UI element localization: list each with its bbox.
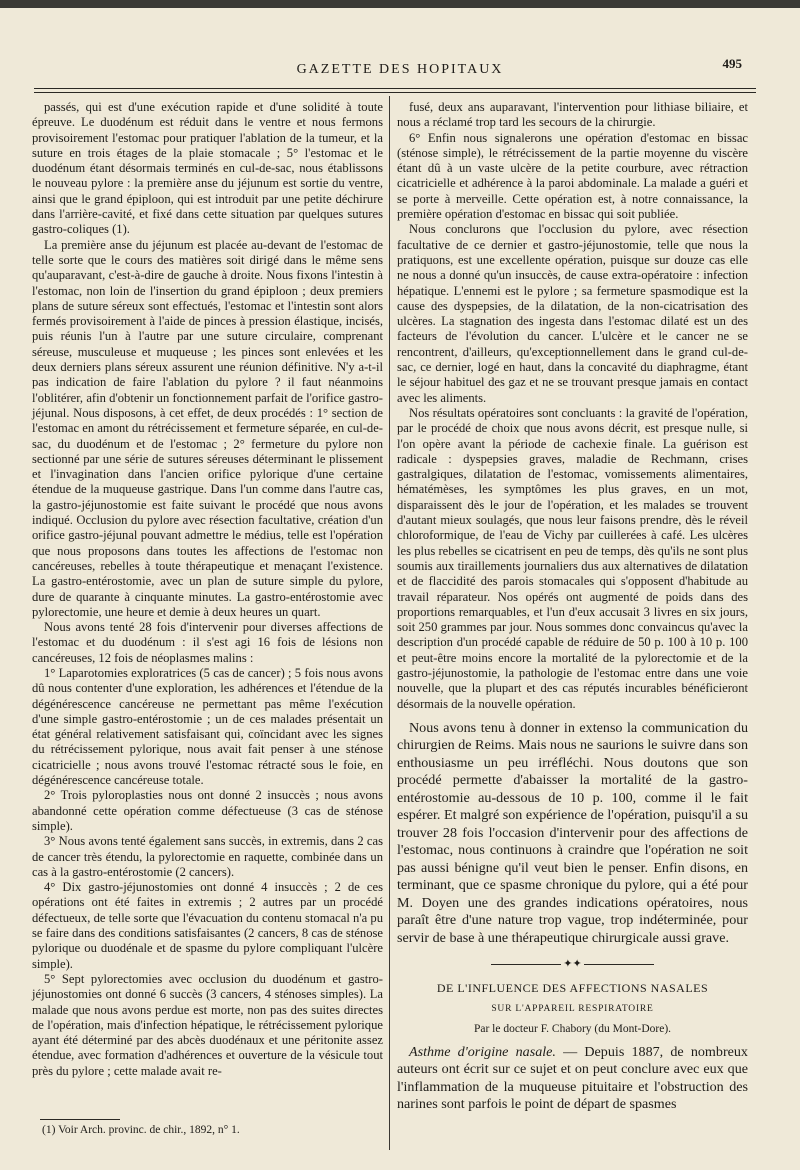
running-header bbox=[30, 56, 770, 82]
left-paragraph: 3° Nous avons tenté également sans succès, in extremis, dans 2 cas de cancer très étendu, la pylorectomie en raquette, combinée dans un cas à la gastro-entérostomie (2 cancers). bbox=[32, 834, 383, 879]
left-paragraph: 2° Trois pyloroplasties nous ont donné 2 insuccès ; nous avons abandonné cette opération comme défectueuse (3 cas de sténose simple). bbox=[32, 788, 383, 833]
right-column bbox=[397, 100, 748, 1114]
article-title: DE L'INFLUENCE DES AFFECTIONS NASALES bbox=[436, 980, 709, 995]
header-rule-thick bbox=[34, 88, 756, 89]
right-paragraph: Nous conclurons que l'occlusion du pylore, avec résection facultative de ce dernier et gastro-jéjunostomie, telle que nous la pratiquons, est une excellente opération, puisque sur douze cas elle ne nous a donné qu'un insuccès, de cause extra-opératoire : infection hépatique. L'ennemi est le pylore ; sa fermeture spasmodique est la cause des dyspepsies, de la dilatation, de la non-cicatrisation des ulcères. La stagnation des ingesta dans l'estomac dilaté est un des facteurs de l'évolution du cancer. L'ulcère et le cancer ne se rencontrent, d'ailleurs, qu'exceptionnellement dans le grand cul-de-sac, ce dernier, logé en haut, dans la concavité du diaphragme, étant le séjour habituel des gaz et ne se trouvant presque jamais en contact avec les aliments. bbox=[397, 222, 748, 405]
right-paragraph: fusé, deux ans auparavant, l'intervention pour lithiase biliaire, et nous a réclamé trop tard les secours de la chirurgie. bbox=[397, 100, 748, 130]
header-rule-thin bbox=[34, 92, 756, 93]
commentary-paragraph: Nous avons tenu à donner in extenso la communication du chirurgien de Reims. Mais nous ne saurions le suivre dans son enthousiasme un peu irréfléchi. Nous doutons que son procédé permette d'abaisser la mortalité de la gastro-entérostomie au-dessous de 10 p. 100, comme il le fait espérer. Et malgré son expérience de l'opération, puisqu'il a su trouver 28 fois l'occasion d'intervenir pour des affections de l'estomac, nous continuons à craindre que l'opération ne soit pas aussi bénigne qu'il veut bien le penser. Enfin disons, en terminant, que ce spasme chronique du pylore, qui a été pour M. Doyen une des grandes indications opératoires, nous paraît être d'une nature trop vague, trop indéterminée, pour servir de base à une thérapeutique chirurgicale aussi grave. bbox=[397, 719, 748, 946]
journal-title: GAZETTE DES HOPITAUX bbox=[296, 62, 504, 77]
left-paragraph: Nous avons tenté 28 fois d'intervenir pour diverses affections de l'estomac et du duodénum : il s'est agi 16 fois de lésions non cancéreuses, 12 fois de néoplasmes malins : bbox=[32, 620, 383, 665]
article-lead bbox=[397, 1044, 748, 1114]
scan-top-edge bbox=[0, 0, 800, 8]
lead-text: — Depuis 1887, de nombreux auteurs ont écrit sur ce sujet et on peut conclure avec eux que l'inflammation de la muqueuse pituitaire et l'obstruction des narines sont parfois le point de départ de spasmes bbox=[397, 1043, 748, 1113]
left-paragraph: La première anse du jéjunum est placée au-devant de l'estomac de telle sorte que le cours des matières soit dirigé dans le même sens qu'auparavant, c'est-à-dire de gauche à droite. Nous fixons l'intestin à l'estomac, non loin de l'insertion du grand épiploon ; deux premiers plans de suture séreux sont effectués, l'estomac et l'intestin sont alors fermés provisoirement à l'aide de pinces à pression élastique, incisés, puis réunis l'un à l'autre par une suture circulaire, comprenant séreuse, musculeuse et muqueuse ; les pinces sont enlevées et les deux derniers plans séreux assurent une réunion définitive. N'y a-t-il pas indication de faire l'ablation du pylore ? il faut néanmoins l'oblitérer, afin d'obtenir un fonctionnement parfait de l'orifice gastro-jéjunal. Nous disposons, à cet effet, de deux procédés : 1° section de l'estomac en amont du rétrécissement et fermeture séparée, en cul-de-sac, du duodénum et de l'estomac ; 2° fermeture du pylore non sectionné par une série de sutures séreuses déterminant le plissement et l'invagination dans l'ancien orifice pylorique d'une certaine étendue de la muqueuse gastrique. Dans l'un comme dans l'autre cas, la gastro-jéjunostomie est faite suivant le procédé que nous avons indiqué. Occlusion du pylore avec résection facultative, création d'un orifice gastro-jéjunal pouvant admettre le médius, telle est l'opération que nous proposons dans toutes les affections de l'estomac non cancéreuses, rebelles à toute thérapeutique et menaçant l'existence. La gastro-entérostomie, avec un plan de suture simple du pylore, dure de quarante à cinquante minutes. La gastro-entérostomie avec pylorectomie, une heure et demie à deux heures un quart. bbox=[32, 237, 383, 619]
footnote: (1) Voir Arch. provinc. de chir., 1892, n° 1. bbox=[42, 1124, 240, 1136]
left-paragraph: passés, qui est d'une exécution rapide et d'une solidité à toute épreuve. Le duodénum est réduit dans le ventre et nous fermons provisoirement l'estomac pour pratiquer l'ablation de la tumeur, et la suture en trois étages de la plaie stomacale ; 5° l'estomac et le duodénum étant désormais terminés en cul-de-sac, nous établissons le nouveau pylore : la première anse du jéjunum est sortie du ventre, ainsi que le grand épiploon, qui est introduit par une petite déchirure dans l'arrière-cavité, et fixé dans cette situation par quelques sutures gastro-coliques (1). bbox=[32, 100, 383, 237]
right-paragraph: 6° Enfin nous signalerons une opération d'estomac en bissac (sténose simple), le rétrécissement de la partie moyenne du viscère étant dû à un vaste ulcère de la petite courbure, avec rétraction cicatricielle et adhérence à la paroi abdominale. La malade a guéri et se porte à merveille. Cette opération est, à notre connaissance, la première opération d'estomac en bissac qui soit publiée. bbox=[397, 130, 748, 222]
footnote-rule bbox=[40, 1119, 120, 1120]
left-column bbox=[32, 100, 383, 1140]
article-author: Par le docteur F. Chabory (du Mont-Dore). bbox=[473, 1023, 672, 1036]
section-ornament: ✦✦ bbox=[397, 957, 748, 972]
article-subtitle: SUR L'APPAREIL RESPIRATOIRE bbox=[491, 1003, 654, 1014]
left-paragraph: 1° Laparotomies exploratrices (5 cas de cancer) ; 5 fois nous avons dû nous contenter d'une exploration, les adhérences et l'étendue de la dégénérescence cancéreuse ne permettant pas même l'exécution d'une simple gastro-entérostomie ; un de ces malades présentait un état général relativement satisfaisant qui, coïncidant avec les signes du rétrécissement pylorique, nous avait fait penser à une sténose cicatricielle ; nous avons trouvé l'estomac rétracté sous le foie, en dégénérescence cancéreuse totale. bbox=[32, 665, 383, 788]
editorial-commentary bbox=[397, 720, 748, 948]
page-number: 495 bbox=[722, 56, 742, 71]
left-paragraph: 5° Sept pylorectomies avec occlusion du duodénum et gastro-jéjunostomies ont donné 6 succès (3 cancers, 4 sténoses simples). La malade que nous avons perdue est morte, non pas des suites directes de l'opération, mais d'infection hépatique, le rétrécissement pylorique ayant été déterminé par des abcès duodénaux et une péritonite assez étendue, avec formation d'adhérences et ouverture de la vésicule tout près du pylore ; cette malade avait re- bbox=[32, 971, 383, 1078]
left-paragraph: 4° Dix gastro-jéjunostomies ont donné 4 insuccès ; 2 de ces opérations ont été faites in extremis ; 2 autres par un procédé défectueux, de telle sorte que l'évacuation du contenu stomacal n'a pu se faire dans des conditions satisfaisantes (2 cancers, 8 cas de sténose pylorique ou duodénale et de spasme du pylore compliquant l'ulcère simple). bbox=[32, 880, 383, 971]
right-paragraph: Nos résultats opératoires sont concluants : la gravité de l'opération, par le procédé de choix que nous avons décrit, est presque nulle, si l'on opère avant la période de cachexie finale. La guérison est radicale : dyspepsies graves, maladie de Rechmann, crises gastralgiques, dilatation de l'estomac, vomissements alimentaires, hématémèses, les symptômes les plus graves, en un mot, disparaissent dès le jour de l'opération, et les malades se trouvent d'autant mieux soulagés, que nous leur faisons prendre, dès le réveil chloroformique, de l'eau de Vichy par cuillerées à café. Les ulcères les plus rebelles se cicatrisent en peu de temps, dès qu'ils ne sont plus soumis aux tiraillements journaliers dus aux alternatives de dilatation et de flaccidité des parois stomacales qui s'opposent d'habitude au travail réparateur. Nos opérés ont augmenté de poids dans des proportions remarquables, et l'un d'eux accusait 3 livres en six jours, soit 250 grammes par jour. Nous sommes donc convaincus qu'avec la description d'un procédé capable de réduire de 50 p. 100 à 10 p. 100 et peut-être moins encore la mortalité de la pylorectomie et de la gastro-jéjunostomie, la pathologie de l'estomac entre dans une voie nouvelle, que la plupart et des cas réputés incurables bénéficieront désormais de la nouvelle opération. bbox=[397, 405, 748, 711]
column-divider bbox=[389, 96, 390, 1150]
lead-heading: Asthme d'origine nasale. bbox=[409, 1043, 556, 1060]
